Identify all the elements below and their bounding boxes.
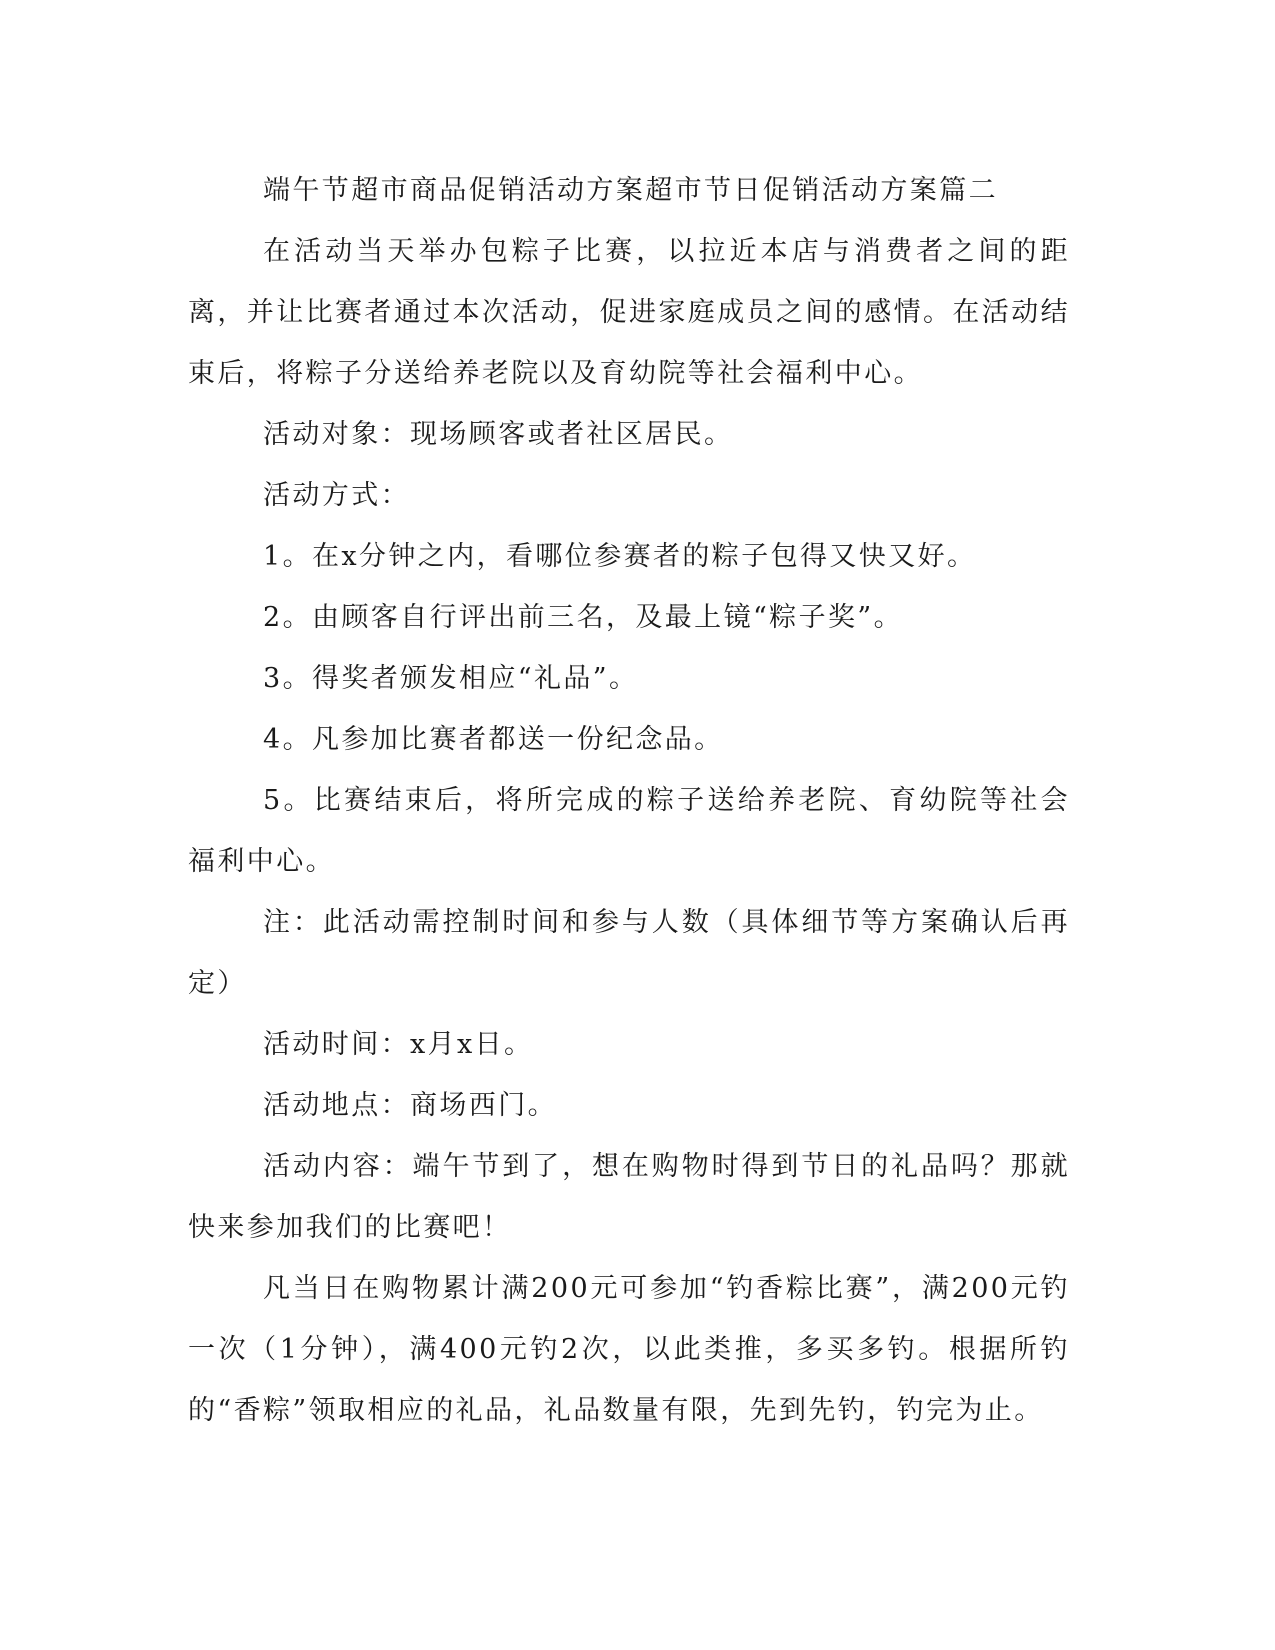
paragraph-rules: 凡当日在购物累计满200元可参加“钓香粽比赛”，满200元钓一次（1分钟），满400元钓2次，以此类推，多买多钓。根据所钓的“香粽”领取相应的礼品，礼品数量有限，先到先钓，钓完为止。	[188, 1273, 1070, 1426]
paragraph-content: 活动内容：端午节到了，想在购物时得到节日的礼品吗？那就快来参加我们的比赛吧！	[188, 1151, 1070, 1243]
document-title: 端午节超市商品促销活动方案超市节日促销活动方案篇二	[263, 175, 998, 206]
list-item-4: 4。凡参加比赛者都送一份纪念品。	[263, 724, 724, 755]
list-item-1: 1。在x分钟之内，看哪位参赛者的粽子包得又快又好。	[263, 541, 977, 572]
list-item-5: 5。比赛结束后，将所完成的粽子送给养老院、育幼院等社会福利中心。	[188, 785, 1070, 877]
paragraph-intro: 在活动当天举办包粽子比赛，以拉近本店与消费者之间的距离，并让比赛者通过本次活动，促进家庭成员之间的感情。在活动结束后，将粽子分送给养老院以及育幼院等社会福利中心。	[188, 236, 1070, 389]
paragraph-method-heading: 活动方式：	[263, 480, 410, 511]
paragraph-location: 活动地点：商场西门。	[263, 1090, 557, 1121]
document-body	[188, 160, 1070, 1441]
list-item-2: 2。由顾客自行评出前三名，及最上镜“粽子奖”。	[263, 602, 903, 633]
paragraph-time: 活动时间：x月x日。	[263, 1029, 534, 1060]
paragraph-note: 注：此活动需控制时间和参与人数（具体细节等方案确认后再定）	[188, 907, 1070, 999]
list-item-3: 3。得奖者颁发相应“礼品”。	[263, 663, 639, 694]
paragraph-target: 活动对象：现场顾客或者社区居民。	[263, 419, 734, 450]
